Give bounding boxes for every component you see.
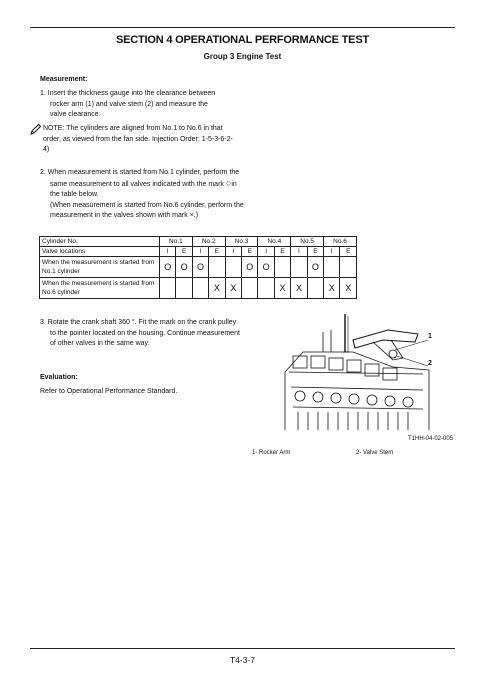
valve-cell: I [160,247,176,257]
mark-cell [307,278,323,299]
group-title: Group 3 Engine Test [203,52,282,61]
cylinder-header-4: No.4 [258,237,291,247]
mark-cell: X [340,278,357,299]
caption-rocker-arm: 1- Rocker Arm [252,450,291,456]
mark-cell [324,257,340,278]
cylinder-header-6: No.6 [324,237,357,247]
mark-cell [209,257,225,278]
header-rule [30,27,455,28]
mark-cell [340,257,357,278]
step-2-part-b: in the table below. [50,180,237,198]
mark-cell: X [324,278,340,299]
mark-cell: O [307,257,323,278]
valve-cell: I [291,247,307,257]
mark-cell [192,278,208,299]
mark-cell: X [209,278,225,299]
page-number: T4-3-7 [229,655,256,665]
step-2-text [40,168,248,222]
no6-start-label: When the measurement is started from No.6 cylinder [40,278,160,299]
callout-2: 2 [428,360,432,367]
no1-start-row [40,257,357,278]
circle-mark-icon: ○ [225,177,232,188]
figure-id: T1HH-04-02-005 [408,436,454,442]
step-1-text: 1. Insert the thickness gauge into the clearance between rocker arm (1) and valve stem (2) and measure the valve clearance. [40,90,216,118]
caption-valve-stem: 2- Valve Stem [356,450,394,456]
mark-cell: O [242,257,258,278]
cylinder-header-2: No.2 [192,237,225,247]
mark-cell [291,257,307,278]
no1-start-label: When the measurement is started from No.1 cylinder [40,257,160,278]
engine-illustration [283,312,433,434]
no6-start-row [40,278,357,299]
mark-cell: O [258,257,274,278]
valve-cell: I [324,247,340,257]
cylinder-header-5: No.5 [291,237,324,247]
cylinder-table [39,236,357,299]
mark-cell [274,257,290,278]
pencil-icon [30,122,42,134]
mark-cell: X [291,278,307,299]
step-2-part-a: 2. When measurement is started from No.1 cylinder, perform the same measurement to all valves indicated with the mark [40,169,240,188]
mark-cell [160,278,176,299]
table-header-row [40,237,357,247]
mark-cell [242,278,258,299]
valve-locations-label: Valve locations [40,247,160,257]
mark-cell [225,257,241,278]
mark-cell: O [160,257,176,278]
cylinder-no-label: Cylinder No. [40,237,160,247]
valve-cell: I [192,247,208,257]
mark-cell [176,278,192,299]
step-3-text: 3. Rotate the crank shaft 360 °. Fit the mark on the crank pulley to the pointer located on the housing. Continue measurement of other valves in the same way. [40,319,240,347]
valve-cell: I [258,247,274,257]
evaluation-text: Refer to Operational Performance Standard. [40,388,178,395]
measurement-heading: Measurement: [40,76,88,83]
valve-cell: E [307,247,323,257]
step-2-part-c: (When measurement is started from No.6 cylinder, perform the measurement in the valves shown with mark ×.) [50,201,244,219]
mark-cell: O [176,257,192,278]
mark-cell: O [192,257,208,278]
valve-cell: E [340,247,357,257]
cylinder-header-3: No.3 [225,237,258,247]
mark-cell: X [274,278,290,299]
cylinder-header-1: No.1 [160,237,193,247]
callout-1: 1 [428,333,432,340]
valve-cell: E [209,247,225,257]
valve-cell: E [176,247,192,257]
section-title: SECTION 4 OPERATIONAL PERFORMANCE TEST [116,34,369,46]
valve-cell: E [274,247,290,257]
footer-rule [30,648,455,649]
valve-cell: E [242,247,258,257]
valve-cell: I [225,247,241,257]
valve-location-row [40,247,357,257]
note-text: NOTE: The cylinders are aligned from No.1 to No.6 in that order, as viewed from the fan side. Injection Order: 1-5-3-6-2-4) [43,125,233,153]
mark-cell [258,278,274,299]
mark-cell: X [225,278,241,299]
evaluation-heading: Evaluation: [40,374,78,381]
